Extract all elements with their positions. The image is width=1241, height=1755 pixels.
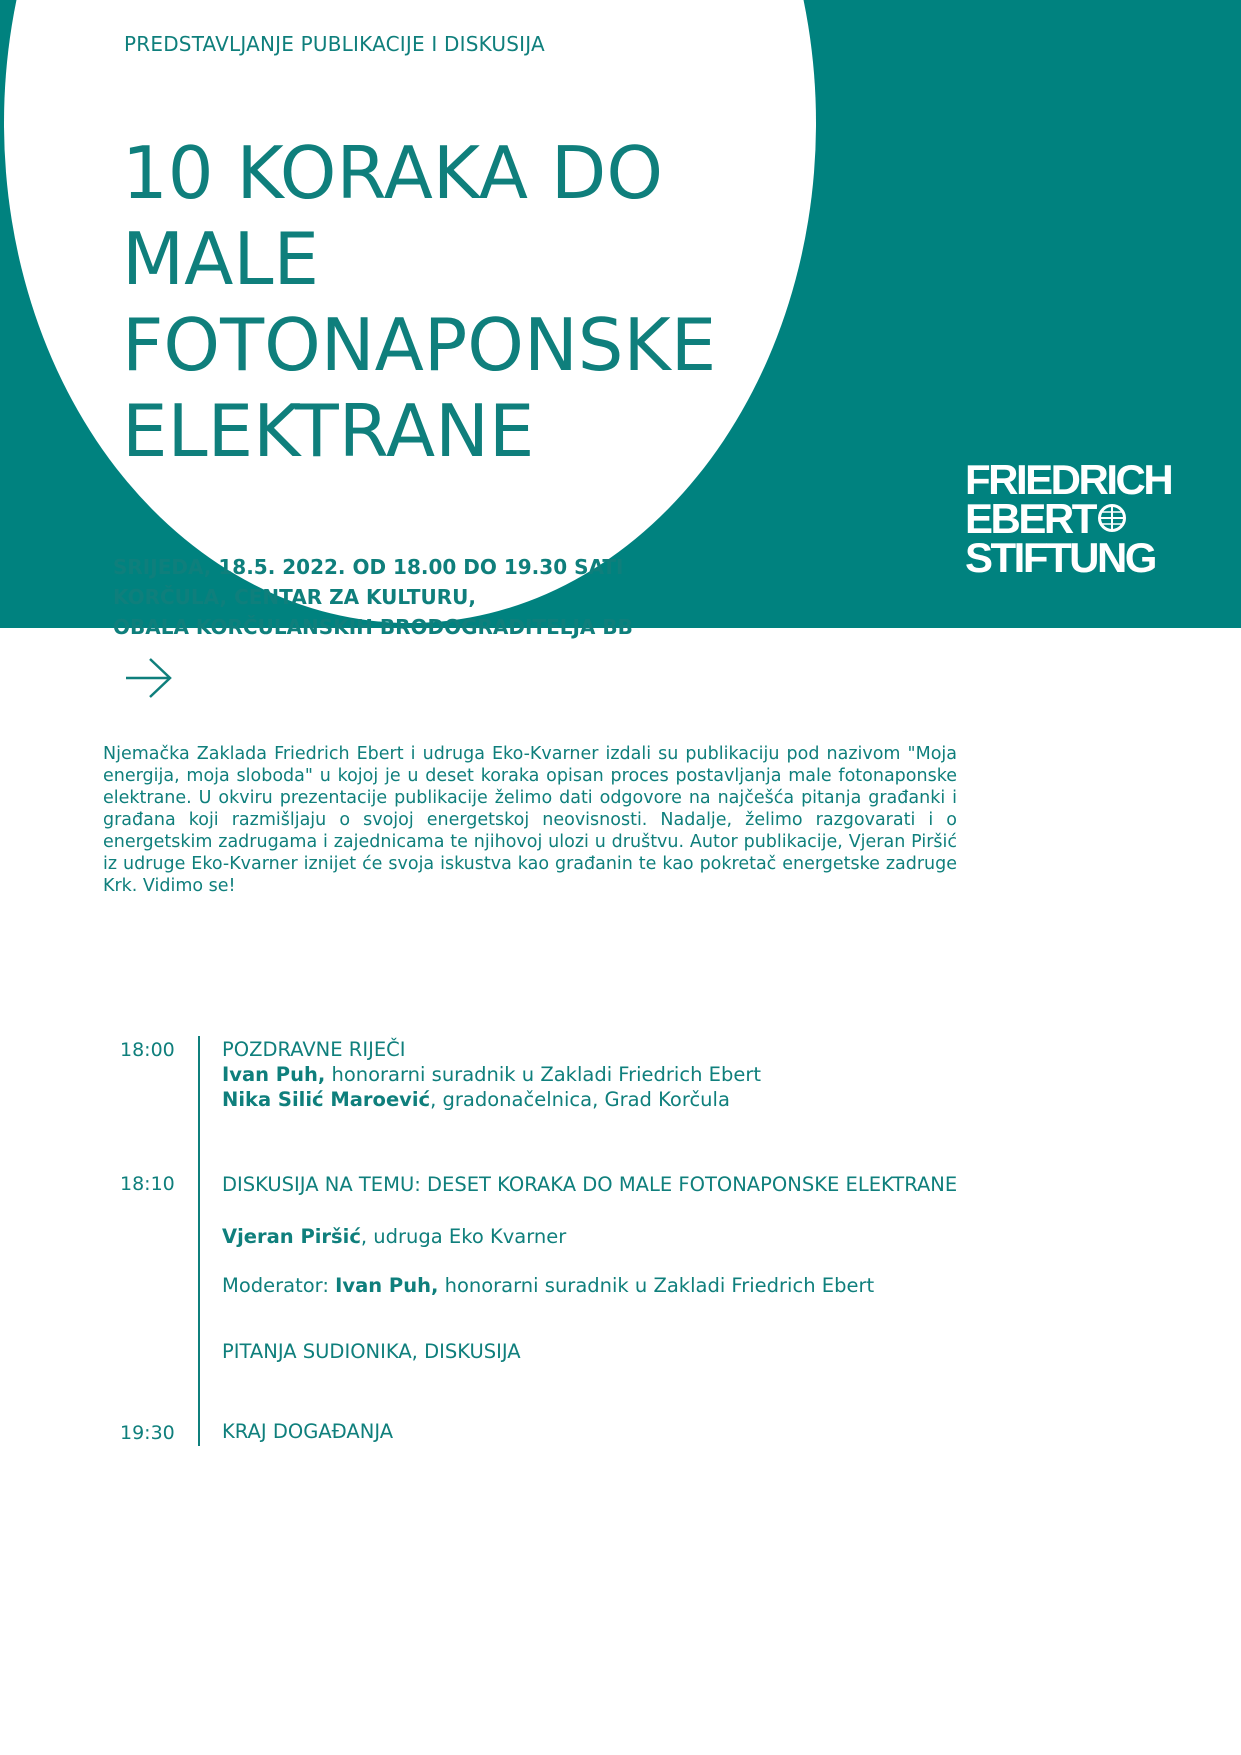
speaker-role: honorarni suradnik u Zakladi Friedrich Ebert [325, 1063, 761, 1086]
program-speaker [222, 1088, 730, 1111]
speaker-name: Vjeran Piršić [222, 1225, 361, 1248]
moderator-role: honorarni suradnik u Zakladi Friedrich Ebert [438, 1274, 875, 1297]
time-label: 18:00 [120, 1039, 175, 1061]
event-address: OBALA KORČULANSKIH BRODOGRADITELJA BB [113, 615, 633, 639]
arrow-right-icon [124, 656, 174, 704]
globe-icon [1097, 499, 1127, 538]
timeline-divider [198, 1036, 200, 1446]
speaker-name: Ivan Puh, [222, 1063, 326, 1086]
speaker-role: , gradonačelnica, Grad Korčula [430, 1088, 730, 1111]
program-speaker [222, 1225, 566, 1248]
time-label: 19:30 [120, 1422, 175, 1444]
moderator-label: Moderator: [222, 1274, 336, 1297]
program-heading: KRAJ DOGAĐANJA [222, 1420, 394, 1443]
program-item: PITANJA SUDIONIKA, DISKUSIJA [222, 1340, 521, 1363]
title-line: MALE [122, 217, 319, 301]
event-info [113, 552, 633, 642]
program-speaker [222, 1063, 761, 1086]
logo-line: FRIEDRICH [965, 456, 1172, 503]
logo-line: EBERT [965, 495, 1095, 542]
moderator-name: Ivan Puh, [335, 1274, 439, 1297]
kicker-text: PREDSTAVLJANJE PUBLIKACIJE I DISKUSIJA [124, 32, 545, 56]
speaker-name: Nika Silić Maroević [222, 1088, 431, 1111]
program-heading: DISKUSIJA NA TEMU: DESET KORAKA DO MALE FOTONAPONSKE ELEKTRANE [222, 1173, 958, 1196]
program-heading: POZDRAVNE RIJEČI [222, 1038, 406, 1061]
program-moderator [222, 1274, 874, 1297]
logo-row [965, 495, 1170, 542]
title-line: 10 KORAKA DO [122, 131, 664, 215]
page-title [122, 130, 762, 474]
speaker-role: , udruga Eko Kvarner [360, 1225, 567, 1248]
time-label: 18:10 [120, 1173, 175, 1195]
fes-logo [965, 456, 1172, 581]
title-line: FOTONAPONSKE [122, 303, 717, 387]
intro-paragraph: Njemačka Zaklada Friedrich Ebert i udruga Eko-Kvarner izdali su publikaciju pod nazivom "Moja energija, moja sloboda" u kojoj je u deset koraka opisan proces postavljanja male fotonaponske elektrane. U okviru prezentacije publikacije želimo dati odgovore na najčešća pitanja građanki i građana koji razmišljaju o svojoj energetskoj neovisnosti. Nadalje, želimo razgovarati i o energetskim zadrugama i zajednicama te njihovoj ulozi u društvu. Autor publikacije, Vjeran Piršić iz udruge Eko-Kvarner iznijet će svoja iskustva kao građanin te kao pokretač energetske zadruge Krk. Vidimo se! [103, 744, 957, 896]
event-venue: KORČULA, CENTAR ZA KULTURU, [113, 585, 476, 609]
logo-line: STIFTUNG [965, 534, 1155, 581]
event-date: SRIJEDA, 18.5. 2022. OD 18.00 DO 19.30 SATI [113, 555, 624, 579]
title-line: ELEKTRANE [122, 389, 535, 473]
